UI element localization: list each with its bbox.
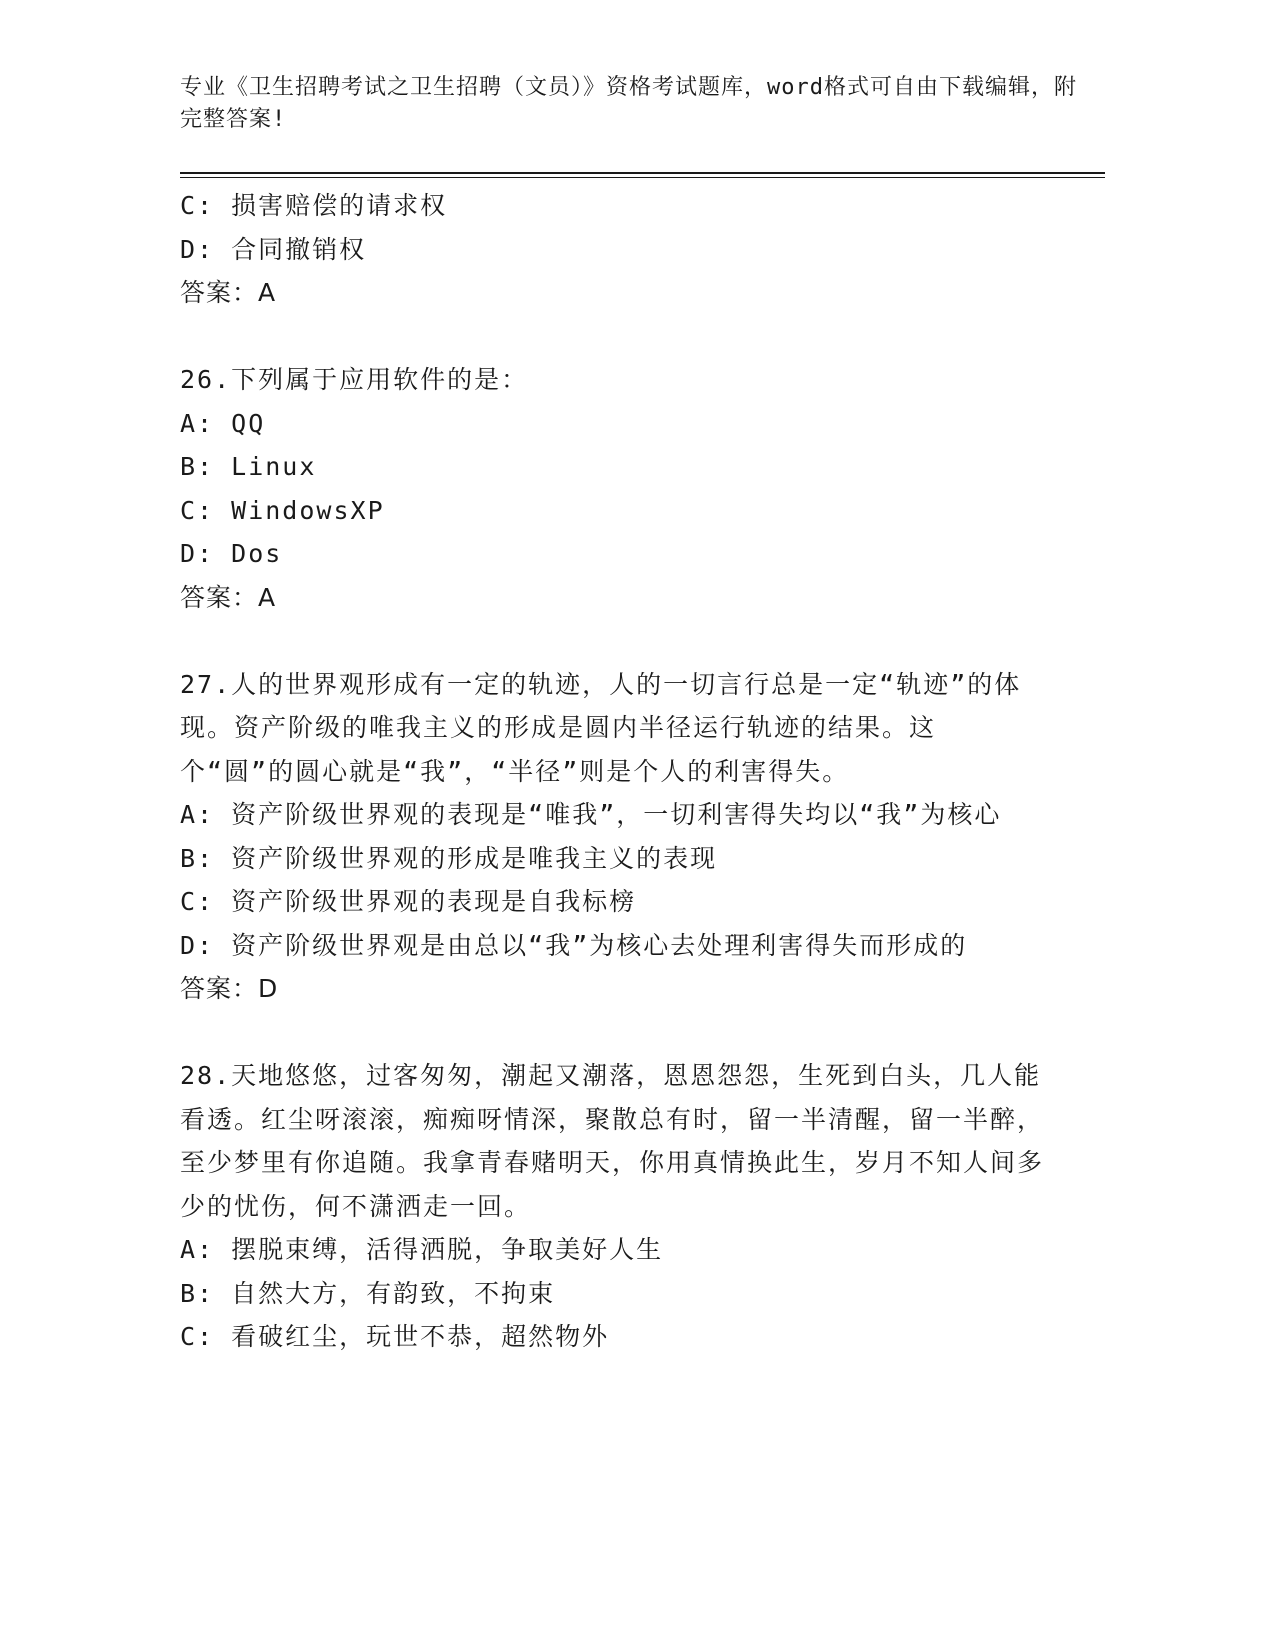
answer-label: 答案：A bbox=[180, 278, 277, 307]
option-a: A: QQ bbox=[180, 408, 266, 438]
option-c: C: 看破红尘，玩世不恭，超然物外 bbox=[180, 1322, 610, 1351]
option-b: B: 自然大方，有韵致，不拘束 bbox=[180, 1278, 556, 1308]
question-27 bbox=[180, 663, 1050, 1011]
question-body bbox=[180, 184, 1050, 1359]
answer-label: 答案：D bbox=[180, 974, 279, 1003]
option-d: D: Dos bbox=[180, 539, 283, 568]
question-26 bbox=[180, 358, 1050, 619]
option-b: B: 资产阶级世界观的形成是唯我主义的表现 bbox=[180, 843, 718, 873]
document-header: 专业《卫生招聘考试之卫生招聘（文员）》资格考试题库，word格式可自由下载编辑，附完整答案! bbox=[180, 75, 1077, 132]
option-c: C: WindowsXP bbox=[180, 495, 385, 525]
option-d: D: 合同撤销权 bbox=[180, 234, 367, 264]
header-divider bbox=[180, 172, 1105, 178]
question-25-tail bbox=[180, 184, 1050, 315]
option-a: A: 资产阶级世界观的表现是“唯我”，一切利害得失均以“我”为核心 bbox=[180, 800, 1002, 829]
option-a: A: 摆脱束缚，活得洒脱，争取美好人生 bbox=[180, 1235, 664, 1264]
option-b: B: Linux bbox=[180, 452, 317, 481]
question-text: 28.天地悠悠，过客匆匆，潮起又潮落，恩恩怨怨，生死到白头，几人能看透。红尘呀滚滚，痴痴呀情深，聚散总有时，留一半清醒，留一半醉，至少梦里有你追随。我拿青春赌明天，你用真情换此生，岁月不知人间多少的忧伤，何不潇洒走一回。 bbox=[180, 1061, 1045, 1221]
question-28 bbox=[180, 1054, 1050, 1359]
question-text: 26.下列属于应用软件的是： bbox=[180, 365, 529, 394]
spacer bbox=[180, 1011, 1050, 1055]
spacer bbox=[180, 619, 1050, 663]
option-d: D: 资产阶级世界观是由总以“我”为核心去处理利害得失而形成的 bbox=[180, 930, 968, 960]
question-text: 27.人的世界观形成有一定的轨迹，人的一切言行总是一定“轨迹”的体现。资产阶级的唯我主义的形成是圆内半径运行轨迹的结果。这个“圆”的圆心就是“我”，“半径”则是个人的利害得失。 bbox=[180, 669, 1022, 786]
option-c: C: 资产阶级世界观的表现是自我标榜 bbox=[180, 887, 637, 916]
answer-label: 答案：A bbox=[180, 582, 277, 612]
spacer bbox=[180, 315, 1050, 359]
option-c: C: 损害赔偿的请求权 bbox=[180, 191, 448, 220]
